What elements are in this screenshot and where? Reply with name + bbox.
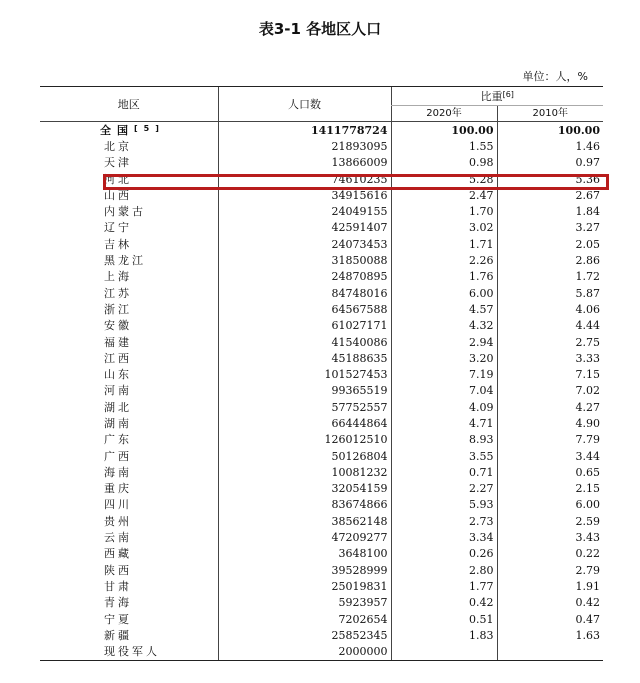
region-cell: 四川: [104, 498, 132, 512]
region-cell: 浙江: [104, 302, 132, 316]
region-cell: 青海: [104, 596, 132, 610]
region-cell: 现役军人: [40, 644, 218, 661]
region-cell: 北京: [104, 139, 132, 153]
ratio-2010-cell: 4.06: [497, 301, 603, 317]
population-cell: 83674866: [218, 497, 391, 513]
ratio-2010-cell: 3.43: [497, 529, 603, 545]
population-cell: 126012510: [218, 432, 391, 448]
ratio-2010-cell: 3.33: [497, 350, 603, 366]
table-row: [40, 432, 603, 448]
ratio-2010-cell: 2.86: [497, 252, 603, 268]
ratio-2010-cell: 2.75: [497, 334, 603, 350]
ratio-2020-cell: 100.00: [391, 122, 497, 139]
region-cell: 广西: [104, 449, 132, 463]
ratio-2020-cell: 1.70: [391, 203, 497, 219]
ratio-2010-cell: 1.63: [497, 627, 603, 643]
ratio-2010-cell: 7.02: [497, 383, 603, 399]
ratio-2020-cell: 0.51: [391, 611, 497, 627]
ratio-2020-cell: 4.71: [391, 415, 497, 431]
table-row: [40, 562, 603, 578]
ratio-2010-cell: [497, 644, 603, 661]
region-cell: 贵州: [104, 514, 132, 528]
region-cell: 广东: [104, 433, 132, 447]
ratio-2010-cell: 7.15: [497, 366, 603, 382]
ratio-2020-cell: 1.71: [391, 236, 497, 252]
population-cell: 21893095: [218, 138, 391, 154]
unit-label: 单位：人，%: [522, 70, 588, 83]
ratio-2010-cell: 1.72: [497, 269, 603, 285]
ratio-2020-cell: 5.28: [391, 171, 497, 187]
region-cell: 江西: [104, 351, 132, 365]
table-row: [40, 513, 603, 529]
population-table: [40, 86, 603, 661]
ratio-2010-cell: 4.90: [497, 415, 603, 431]
header-ratio-label: 比重: [480, 89, 503, 103]
region-cell: 天津: [104, 156, 132, 170]
table-row: [40, 399, 603, 415]
table-row: [40, 301, 603, 317]
region-cell: 河南: [104, 384, 132, 398]
ratio-2020-cell: 2.94: [391, 334, 497, 350]
ratio-2020-cell: 3.34: [391, 529, 497, 545]
population-cell: 25852345: [218, 627, 391, 643]
table-row: [40, 546, 603, 562]
ratio-2010-cell: 5.87: [497, 285, 603, 301]
region-cell: 上海: [104, 270, 132, 284]
ratio-2010-cell: 4.27: [497, 399, 603, 415]
table-row: [40, 595, 603, 611]
ratio-2010-cell: 7.79: [497, 432, 603, 448]
region-cell: 西藏: [104, 547, 132, 561]
table-row: [40, 334, 603, 350]
ratio-2020-cell: 4.57: [391, 301, 497, 317]
ratio-2020-cell: 3.55: [391, 448, 497, 464]
region-cell: 新疆: [104, 628, 132, 642]
table-row: [40, 318, 603, 334]
ratio-2010-cell: 0.65: [497, 464, 603, 480]
table-row: [40, 285, 603, 301]
population-cell: 10081232: [218, 464, 391, 480]
ratio-2010-cell: 2.79: [497, 562, 603, 578]
ratio-2010-cell: 3.27: [497, 220, 603, 236]
ratio-2010-cell: 1.84: [497, 203, 603, 219]
population-cell: 38562148: [218, 513, 391, 529]
region-cell: 辽宁: [104, 221, 132, 235]
ratio-2010-cell: 2.67: [497, 187, 603, 203]
ratio-2020-cell: 4.32: [391, 318, 497, 334]
ratio-2020-cell: 4.09: [391, 399, 497, 415]
table-row: [40, 138, 603, 154]
table-row: [40, 236, 603, 252]
table-row: [40, 448, 603, 464]
ratio-2020-cell: 2.27: [391, 481, 497, 497]
region-cell: 福建: [104, 335, 132, 349]
population-cell: 99365519: [218, 383, 391, 399]
population-cell: 5923957: [218, 595, 391, 611]
ratio-2010-cell: 0.47: [497, 611, 603, 627]
region-cell: 湖北: [104, 400, 132, 414]
region-name: 全国: [100, 123, 134, 137]
region-cell: 山西: [104, 188, 132, 202]
region-cell: 湖南: [104, 416, 132, 430]
ratio-2010-cell: 0.97: [497, 155, 603, 171]
region-cell: 海南: [104, 465, 132, 479]
table-row: [40, 366, 603, 382]
ratio-2020-cell: 3.02: [391, 220, 497, 236]
ratio-2010-cell: 3.44: [497, 448, 603, 464]
table-row: [40, 350, 603, 366]
table-row: [40, 627, 603, 643]
region-note: [5]: [134, 123, 165, 133]
population-cell: 57752557: [218, 399, 391, 415]
population-cell: 61027171: [218, 318, 391, 334]
ratio-2010-cell: 2.05: [497, 236, 603, 252]
population-cell: 24049155: [218, 203, 391, 219]
region-cell: [40, 122, 218, 139]
table-row: [40, 383, 603, 399]
ratio-2020-cell: 2.26: [391, 252, 497, 268]
ratio-2010-cell: 4.44: [497, 318, 603, 334]
table-row: [40, 644, 603, 661]
ratio-2020-cell: 5.93: [391, 497, 497, 513]
population-cell: 84748016: [218, 285, 391, 301]
population-cell: 66444864: [218, 415, 391, 431]
table-row: [40, 578, 603, 594]
table-title: 表3-1 各地区人口: [258, 20, 382, 38]
ratio-2020-cell: 7.19: [391, 366, 497, 382]
ratio-2020-cell: 2.47: [391, 187, 497, 203]
population-cell: 39528999: [218, 562, 391, 578]
header-ratio-note: [6]: [502, 89, 514, 99]
region-cell: 重庆: [104, 482, 132, 496]
population-cell: 24073453: [218, 236, 391, 252]
population-cell: 42591407: [218, 220, 391, 236]
header-2010: 2010年: [497, 106, 603, 122]
ratio-2020-cell: 2.80: [391, 562, 497, 578]
region-cell: 内蒙古: [104, 205, 146, 219]
highlight-box-hebei: [103, 174, 609, 190]
region-cell: 云南: [104, 531, 132, 545]
region-cell: 河北: [104, 172, 132, 186]
region-cell: 陕西: [104, 563, 132, 577]
table-row: [40, 529, 603, 545]
table-row: [40, 497, 603, 513]
ratio-2020-cell: 0.71: [391, 464, 497, 480]
population-cell: 50126804: [218, 448, 391, 464]
table-row: [40, 203, 603, 219]
ratio-2020-cell: 1.77: [391, 578, 497, 594]
table-row: [40, 252, 603, 268]
ratio-2010-cell: 5.36: [497, 171, 603, 187]
table-row: [40, 481, 603, 497]
population-cell: 34915616: [218, 187, 391, 203]
ratio-2020-cell: 6.00: [391, 285, 497, 301]
ratio-2010-cell: 6.00: [497, 497, 603, 513]
region-cell: 安徽: [104, 319, 132, 333]
population-cell: 1411778724: [218, 122, 391, 139]
population-cell: 7202654: [218, 611, 391, 627]
table-row: [40, 415, 603, 431]
ratio-2020-cell: 0.26: [391, 546, 497, 562]
ratio-2010-cell: 2.15: [497, 481, 603, 497]
ratio-2010-cell: 0.42: [497, 595, 603, 611]
region-cell: 黑龙江: [104, 254, 146, 268]
population-cell: 64567588: [218, 301, 391, 317]
header-population: 人口数: [218, 87, 391, 122]
region-cell: 宁夏: [104, 612, 132, 626]
ratio-2010-cell: 2.59: [497, 513, 603, 529]
ratio-2010-cell: 1.46: [497, 138, 603, 154]
ratio-2020-cell: 3.20: [391, 350, 497, 366]
region-cell: 吉林: [104, 237, 132, 251]
table-row: [40, 464, 603, 480]
population-cell: 13866009: [218, 155, 391, 171]
region-cell: 甘肃: [104, 579, 132, 593]
ratio-2020-cell: 0.98: [391, 155, 497, 171]
header-ratio: [391, 87, 603, 106]
population-cell: 2000000: [218, 644, 391, 661]
population-cell: 25019831: [218, 578, 391, 594]
ratio-2020-cell: 1.55: [391, 138, 497, 154]
ratio-2020-cell: 1.76: [391, 269, 497, 285]
table-row-total: [40, 122, 603, 139]
population-cell: 41540086: [218, 334, 391, 350]
region-cell: 山东: [104, 368, 132, 382]
table-row: [40, 611, 603, 627]
table-row: [40, 155, 603, 171]
population-cell: 32054159: [218, 481, 391, 497]
table-row: [40, 220, 603, 236]
table-row: [40, 269, 603, 285]
ratio-2010-cell: 1.91: [497, 578, 603, 594]
header-2020: 2020年: [391, 106, 497, 122]
header-region: 地区: [40, 87, 218, 122]
population-cell: 31850088: [218, 252, 391, 268]
population-cell: 3648100: [218, 546, 391, 562]
ratio-2020-cell: 2.73: [391, 513, 497, 529]
ratio-2020-cell: [391, 644, 497, 661]
ratio-2020-cell: 8.93: [391, 432, 497, 448]
ratio-2010-cell: 100.00: [497, 122, 603, 139]
population-cell: 101527453: [218, 366, 391, 382]
population-cell: 24870895: [218, 269, 391, 285]
population-cell: 47209277: [218, 529, 391, 545]
population-cell: 45188635: [218, 350, 391, 366]
ratio-2020-cell: 7.04: [391, 383, 497, 399]
population-cell: 74610235: [218, 171, 391, 187]
ratio-2010-cell: 0.22: [497, 546, 603, 562]
ratio-2020-cell: 0.42: [391, 595, 497, 611]
region-cell: 江苏: [104, 286, 132, 300]
ratio-2020-cell: 1.83: [391, 627, 497, 643]
